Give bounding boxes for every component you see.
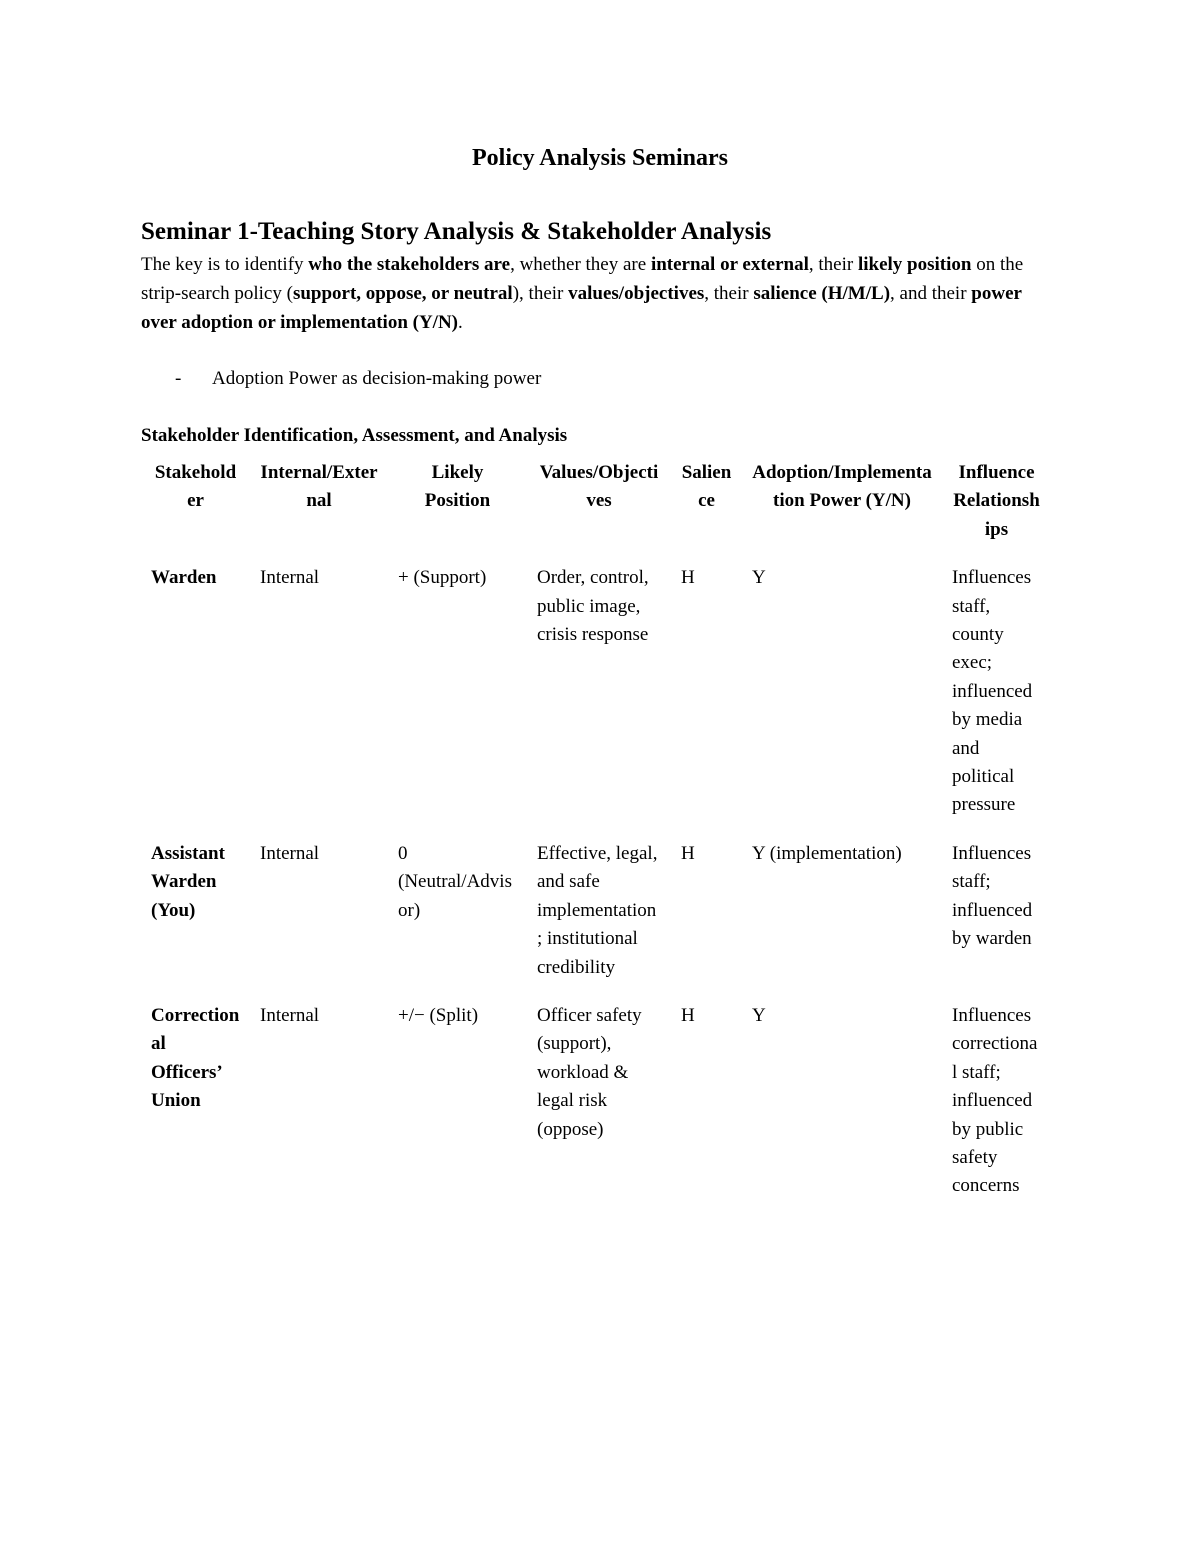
intro-text-4: on the strip-search policy ( bbox=[141, 254, 1024, 304]
cell-position: 0 (Neutral/Advisor) bbox=[398, 842, 512, 921]
intro-bold-support-oppose: support, oppose, or neutral bbox=[292, 283, 513, 304]
cell-internal-external: Internal bbox=[260, 567, 320, 589]
cell-influence: Influences correctional staff; influenced by public safety concerns bbox=[952, 1004, 1038, 1197]
intro-bold-likely-position: likely position bbox=[857, 254, 972, 275]
bullet-dash: - bbox=[175, 368, 182, 389]
cell-stakeholder: Warden bbox=[151, 567, 217, 589]
bullet-item bbox=[175, 364, 541, 393]
intro-bold-stakeholders: who the stakeholders are bbox=[308, 254, 511, 275]
cell-power: Y (implementation) bbox=[752, 842, 902, 864]
intro-text-2: , whether they are bbox=[510, 254, 651, 275]
intro-text-3: , their bbox=[808, 254, 858, 275]
cell-influence: Influences staff, county exec; influenced by media and political pressure bbox=[952, 567, 1033, 816]
cell-influence: Influences staff; influenced by warden bbox=[952, 842, 1033, 950]
document-title: Policy Analysis Seminars bbox=[471, 145, 729, 171]
cell-values: Order, control, public image, crisis response bbox=[537, 567, 649, 646]
header-internal-external: Internal/External bbox=[260, 462, 378, 512]
header-likely-position: Likely Position bbox=[424, 462, 491, 512]
intro-text-7: , and their bbox=[890, 283, 972, 304]
table-header-row bbox=[141, 459, 1051, 564]
intro-text-1: The key is to identify bbox=[141, 254, 309, 275]
table-row bbox=[141, 840, 1051, 1002]
cell-values: Effective, legal, and safe implementation; institutional credibility bbox=[537, 842, 658, 978]
intro-bold-values: values/objectives bbox=[568, 283, 705, 304]
header-values-objectives: Values/Objectives bbox=[539, 462, 659, 512]
intro-text-6: , their bbox=[704, 283, 754, 304]
intro-bold-internal-external: internal or external bbox=[650, 254, 809, 275]
cell-salience: H bbox=[681, 1004, 695, 1026]
seminar-heading: Seminar 1-Teaching Story Analysis & Stakeholder Analysis bbox=[141, 218, 772, 245]
intro-text-8: . bbox=[458, 312, 463, 333]
cell-position: + (Support) bbox=[398, 567, 487, 589]
table-row bbox=[141, 1002, 1051, 1221]
cell-stakeholder: Assistant Warden (You) bbox=[151, 842, 225, 921]
stakeholder-table bbox=[141, 459, 1051, 1221]
intro-paragraph bbox=[141, 250, 1061, 337]
cell-salience: H bbox=[681, 567, 695, 589]
bullet-text: Adoption Power as decision-making power bbox=[212, 368, 542, 389]
cell-internal-external: Internal bbox=[260, 842, 320, 864]
table-row bbox=[141, 564, 1051, 840]
table-title: Stakeholder Identification, Assessment, and Analysis bbox=[141, 425, 568, 446]
intro-text-5: ), their bbox=[512, 283, 569, 304]
cell-salience: H bbox=[681, 842, 695, 864]
header-salience: Salience bbox=[681, 462, 732, 512]
cell-power: Y bbox=[752, 567, 766, 589]
header-influence: Influence Relationships bbox=[953, 462, 1040, 540]
cell-stakeholder: Correctional Officers’ Union bbox=[151, 1004, 240, 1112]
cell-position: +/− (Split) bbox=[398, 1004, 479, 1026]
header-stakeholder: Stakeholder bbox=[154, 462, 237, 512]
intro-bold-power: power over adoption or implementation (Y/N) bbox=[141, 283, 1022, 333]
cell-internal-external: Internal bbox=[260, 1004, 320, 1026]
header-power: Adoption/Implementation Power (Y/N) bbox=[752, 462, 932, 512]
cell-values: Officer safety (support), workload & legal risk (oppose) bbox=[537, 1004, 642, 1140]
cell-power: Y bbox=[752, 1004, 766, 1026]
intro-bold-salience: salience (H/M/L) bbox=[753, 283, 891, 304]
